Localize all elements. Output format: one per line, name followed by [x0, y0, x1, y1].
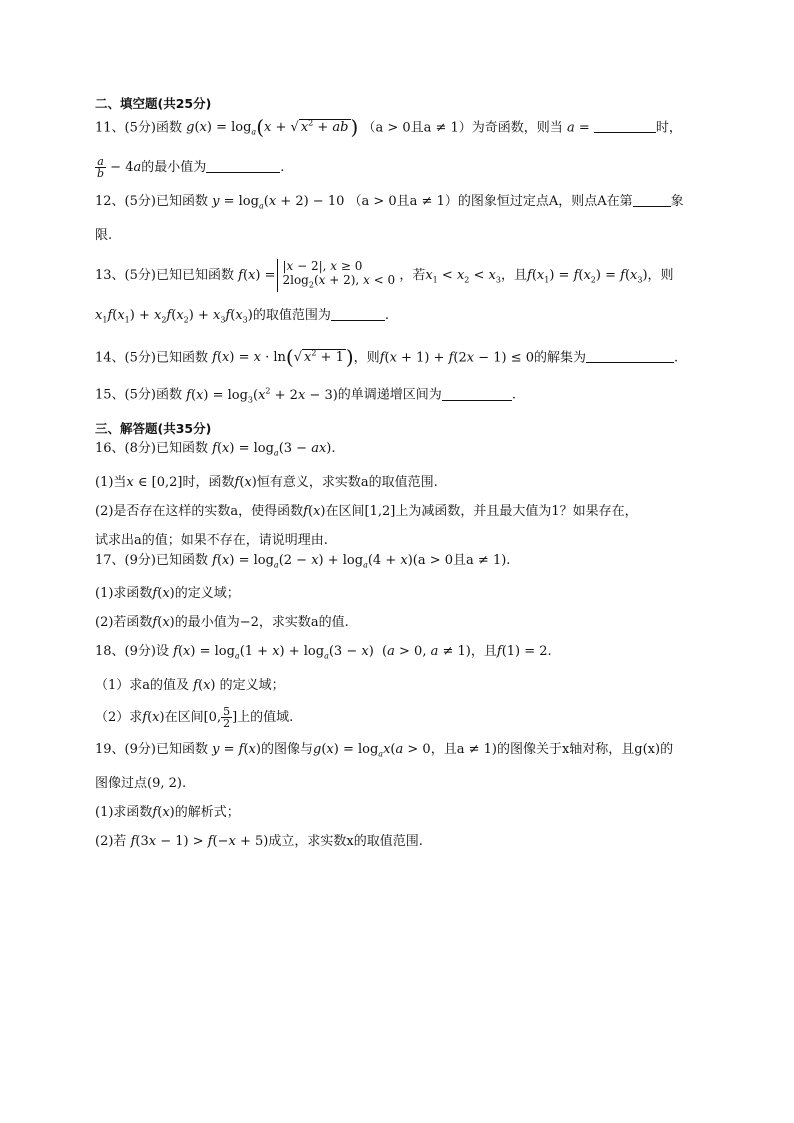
question-number: 16、 — [95, 441, 125, 457]
question-text: 的定义域； — [219, 677, 285, 693]
formula: x ∈ [0,2] — [126, 474, 183, 490]
formula: f(x) — [152, 804, 175, 820]
answer-blank[interactable] — [442, 388, 512, 401]
question-text: ，且 — [500, 267, 527, 283]
answer-blank[interactable] — [586, 350, 674, 363]
question-number: 15、 — [95, 387, 125, 403]
question-17-line-1 — [95, 551, 705, 576]
question-text: 上为减函数，并且最大值为1？如果存在， — [395, 503, 638, 519]
formula: f(x) — [303, 503, 326, 519]
question-text: ，且 — [470, 644, 497, 660]
question-12-line-2: 限. — [95, 227, 113, 243]
question-score: (5分) — [124, 267, 156, 283]
question-text: (1)求函数 — [95, 586, 153, 602]
section-title-solve: 三、解答题(共35分) — [95, 421, 212, 437]
question-text: 成立，求实数x的取值范围. — [268, 833, 423, 849]
question-text: 的解集为 — [534, 350, 587, 366]
piecewise-function: |x − 2|, x ≥ 0 $2\log_2(x + 2)$, x < 0 — [277, 259, 395, 292]
question-14-line-1 — [95, 344, 705, 368]
question-number: 14、 — [95, 350, 125, 366]
formula: $y = \log_a(x + 2) - 10$ — [212, 193, 345, 211]
formula: f(x) = — [238, 267, 276, 283]
question-13-line-1 — [95, 259, 705, 298]
question-text: （2）求 — [95, 709, 143, 725]
formula: y = f(x) — [212, 741, 261, 757]
formula: [1,2] — [364, 503, 396, 519]
formula: $f(x) = \log_a(2 - x) + \log_a(4 + x)$ — [212, 552, 413, 570]
question-text: 的单调递增区间为 — [337, 387, 442, 403]
question-18-part-1 — [95, 676, 705, 696]
question-score: (8分) — [124, 441, 156, 457]
question-16-part-2 — [95, 502, 705, 522]
question-text: 设 — [155, 644, 169, 660]
question-number: 18、 — [95, 644, 125, 660]
question-text: （a > 0且a ≠ 1）为奇函数，则当 — [362, 120, 563, 136]
question-11-line-1: 11、(5分)函数 $g(x) = \log_a(x$ + √ $x^2$ + ab ) （a > 0且a ≠ 1）为奇函数，则当 a = 时， — [95, 115, 682, 140]
question-18-part-2 — [95, 705, 705, 731]
question-text: 已知函数 — [155, 441, 208, 457]
question-text: 的定义域； — [174, 586, 240, 602]
question-text: . — [511, 387, 516, 403]
question-text: 的最小值为 — [141, 159, 207, 175]
question-text: 的最小值为−2，求实数a的值. — [174, 615, 349, 631]
formula: f(x) — [152, 586, 175, 602]
question-text: 的取值范围为 — [252, 308, 331, 324]
question-number: 17、 — [95, 552, 125, 568]
question-text: . — [331, 441, 336, 457]
formula: f(x + 1) + f(2x − 1) ≤ 0 — [379, 350, 535, 366]
formula: $x_1f(x_1) + x_2f(x_2) + x_3f(x_3)$ — [95, 308, 253, 325]
answer-blank[interactable] — [633, 194, 671, 207]
question-text: 时， — [655, 120, 682, 136]
question-12-line-1 — [95, 192, 705, 217]
formula: $f(x) = \log_3(x^2 + 2x - 3)$ — [186, 386, 338, 405]
question-19-part-1 — [95, 803, 705, 823]
fraction-a-over-b: $\frac{a}{b}$ — [97, 154, 105, 180]
question-text: 已知已知函数 — [155, 267, 234, 283]
question-text: 在区间 — [164, 709, 204, 725]
formula: f(3x − 1) > f(−x + 5) — [130, 833, 269, 849]
question-text: （a > 0且a ≠ 1）的图象恒过定点A，则点A在第 — [348, 193, 633, 209]
section-title-fill: 二、填空题(共25分) — [95, 96, 212, 111]
question-text: 函数 — [155, 387, 182, 403]
question-text: . — [547, 644, 552, 660]
question-text: 已知函数 — [155, 193, 208, 209]
question-text: . — [384, 308, 389, 324]
question-text: 已知函数 — [155, 552, 208, 568]
formula: f(x) = x · ln(√ $x^2 + 1$ ) — [212, 345, 354, 370]
formula: $g(x) = \log_ax(a > 0$ — [312, 741, 431, 759]
question-text: 时，函数 — [182, 474, 235, 490]
question-19-line-1 — [95, 740, 705, 765]
question-number: 19、 — [95, 741, 125, 757]
question-18-line-1 — [95, 642, 705, 667]
question-text: (2)若 — [95, 833, 127, 849]
question-16-part-1 — [95, 473, 705, 493]
formula: f(1) = 2 — [496, 644, 548, 660]
question-score: (5分) — [124, 387, 156, 403]
formula: f(x) — [142, 709, 165, 725]
formula: $f(x) = \log_a(3 - ax)$ — [212, 441, 332, 458]
question-text: ，且a ≠ 1)的图像关于x轴对称，且g(x)的 — [430, 741, 674, 757]
question-text: ，则 — [647, 267, 674, 283]
question-text: 的解析式； — [174, 804, 240, 820]
question-score: (5分) — [124, 120, 156, 136]
question-text: 上的值域. — [237, 709, 294, 725]
question-19-part-2 — [95, 832, 705, 852]
question-17-part-2 — [95, 613, 705, 633]
question-text: ，若 — [399, 267, 426, 283]
question-score: (9分) — [124, 644, 156, 660]
exam-content — [95, 94, 705, 852]
question-text: ，则 — [353, 350, 380, 366]
question-text: 的图像与 — [260, 741, 313, 757]
answer-blank[interactable] — [206, 160, 280, 173]
formula: $f(x) = \log_a(1 + x) + \log_a(3 - x) (a > 0$, a ≠ 1) — [173, 644, 471, 661]
question-11-line-2: $\frac{a}{b}$ − 4a的最小值为 . — [97, 154, 285, 180]
formula: f(x) — [152, 615, 175, 631]
answer-blank[interactable] — [331, 308, 385, 321]
question-text: 象 — [670, 193, 684, 209]
question-15-line-1 — [95, 381, 705, 410]
question-text: 在区间 — [325, 503, 365, 519]
formula: $g(x) = \log_a(x$ + √ $x^2$ + ab ) — [186, 115, 359, 140]
question-text: . — [280, 159, 285, 175]
question-16-part-2-cont: 试求出a的值；如果不存在，请说明理由. — [95, 532, 328, 548]
formula: $x_1 < x_2 < x_3$ — [425, 267, 501, 285]
question-17-part-1 — [95, 584, 705, 604]
question-score: (9分) — [124, 552, 156, 568]
question-text: 恒有意义，求实数a的取值范围. — [256, 474, 438, 490]
question-number: 13、 — [95, 267, 125, 283]
answer-blank[interactable] — [594, 120, 656, 133]
question-text: (2)若函数 — [95, 615, 153, 631]
question-text: 已知函数 — [155, 350, 208, 366]
question-text: （1）求a的值及 — [95, 677, 190, 693]
question-19-line-2: 图像过点(9, 2). — [95, 775, 187, 791]
formula: [0, $\frac{5}{2}$ ] — [203, 704, 238, 730]
question-text: . — [674, 350, 679, 366]
question-16-line-1 — [95, 439, 705, 464]
question-score: (9分) — [124, 741, 156, 757]
formula: $f(x_1) = f(x_2) = f(x_3)$ — [527, 267, 648, 285]
question-number: 12、 — [95, 193, 125, 209]
question-score: (5分) — [124, 193, 156, 209]
formula: f(x) — [193, 677, 216, 693]
question-number: 11、 — [95, 120, 125, 136]
question-text: (1)求函数 — [95, 804, 153, 820]
question-text: (2)是否存在这样的实数a，使得函数 — [95, 503, 304, 519]
question-text: (a > 0且a ≠ 1). — [412, 552, 511, 568]
question-text: 函数 — [155, 120, 182, 136]
question-score: (5分) — [124, 350, 156, 366]
question-text: (1)当 — [95, 474, 127, 490]
question-text: 已知函数 — [155, 741, 208, 757]
question-13-line-2 — [95, 306, 705, 331]
formula: f(x) — [234, 474, 257, 490]
